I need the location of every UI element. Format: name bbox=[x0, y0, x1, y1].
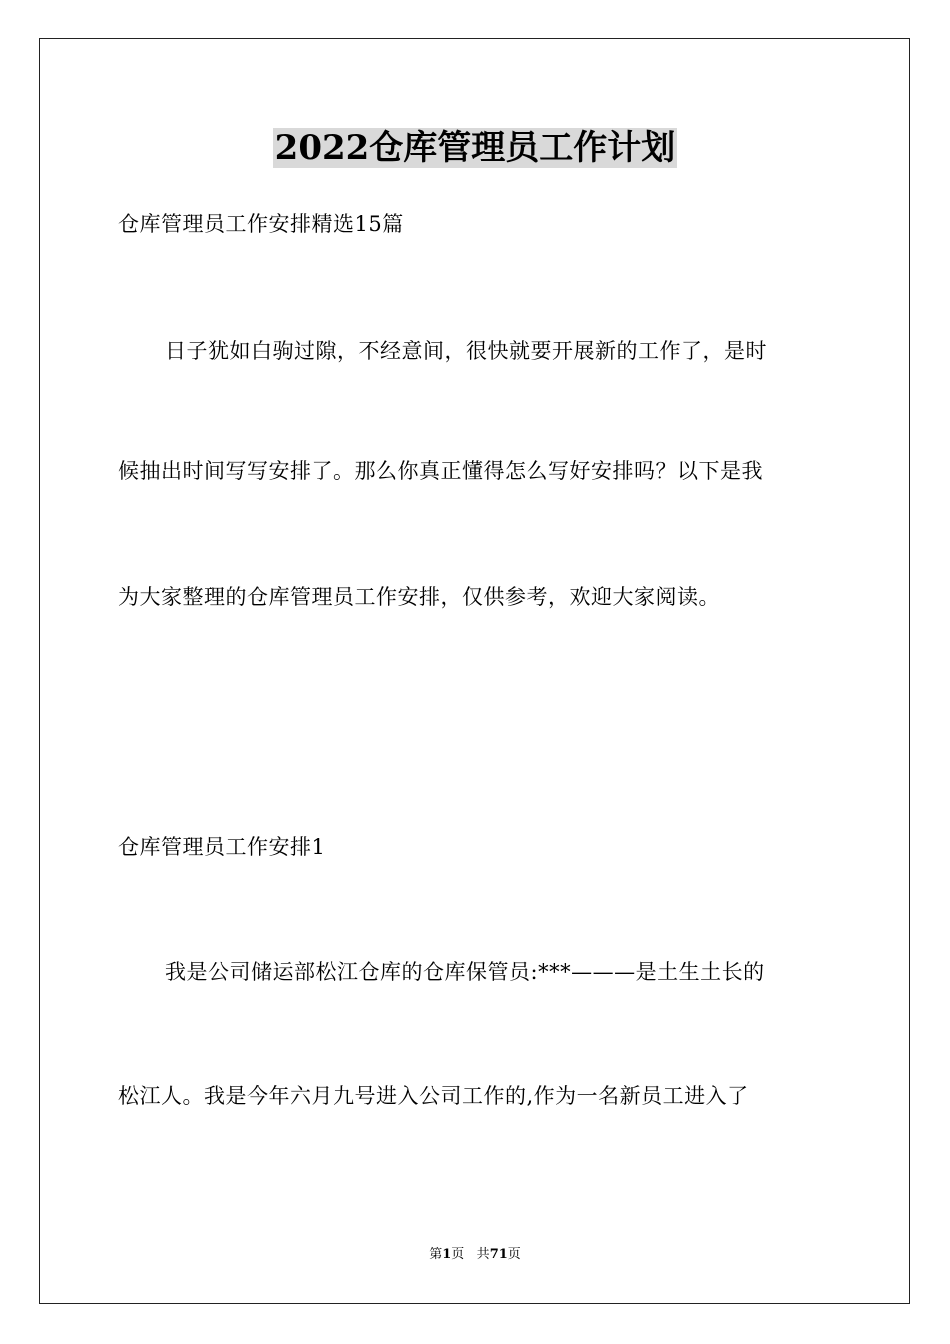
footer-total-suffix: 页 bbox=[507, 1247, 521, 1262]
document-title bbox=[0, 126, 950, 170]
section-line-1: 我是公司储运部松江仓库的仓库保管员:***———是土生土长的 bbox=[165, 960, 765, 984]
intro-line-2: 候抽出时间写写安排了。那么你真正懂得怎么写好安排吗？以下是我 bbox=[118, 459, 763, 483]
footer-page-suffix: 页 bbox=[451, 1247, 465, 1262]
intro-line-1: 日子犹如白驹过隙，不经意间，很快就要开展新的工作了，是时 bbox=[165, 339, 767, 363]
document-title-text: 2022仓库管理员工作计划 bbox=[274, 128, 676, 168]
page-footer bbox=[0, 1246, 950, 1264]
footer-page-prefix: 第 bbox=[429, 1247, 443, 1262]
footer-total-prefix: 共 bbox=[476, 1247, 490, 1262]
footer-page-current: 1 bbox=[442, 1247, 452, 1262]
document-subtitle: 仓库管理员工作安排精选15篇 bbox=[118, 212, 404, 236]
section-line-2: 松江人。我是今年六月九号进入公司工作的,作为一名新员工进入了 bbox=[118, 1084, 749, 1108]
section-heading: 仓库管理员工作安排1 bbox=[118, 835, 326, 859]
footer-page-total: 71 bbox=[489, 1247, 508, 1262]
intro-line-3: 为大家整理的仓库管理员工作安排，仅供参考，欢迎大家阅读。 bbox=[118, 585, 720, 609]
